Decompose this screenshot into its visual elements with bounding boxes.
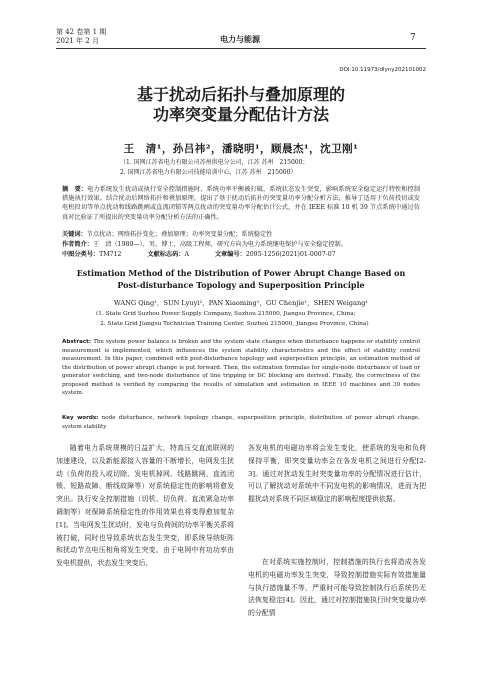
en-abstract-text: The system power balance is broken and the system state changes when disturbance happens or stability control measurement is implemented, which influences the system stability characteristics and the effect of stability control measurement. In this paper, combined with post-disturbance topology and superposition principle, an estimation method of the distribution of power abrupt change is put forward. Then, the estimation formulas for single-node disturbance of load or generator switching, and two-node disturbance of line tripping or DC blocking are derived. Finally, the correctness of the proposed method is verified by comparing the results of simulation and estimation in IEEE 10 machines and 39 nodes system. xyxy=(62,339,420,396)
zh-abstract-label: 摘 要： xyxy=(62,186,88,193)
affiliation-1: （1. 国网江苏省电力有限公司苏州供电分公司，江苏 苏州 215000； xyxy=(120,159,309,166)
doc-code-label: 文献标志码： xyxy=(147,251,185,258)
doc-code-value: A xyxy=(184,251,189,258)
zh-author-intro-text: 王 清（1989—），男，博士，高级工程师，研究方向为电力系统继电保护与安全稳定控制。 xyxy=(92,241,347,248)
doi: DOI:10.11973/dlyny202101002 xyxy=(339,67,426,73)
zh-keywords-label: 关键词： xyxy=(62,231,87,238)
en-author-list: WANG Qing¹，SUN Lyuyi²，PAN Xiaoming¹，GU Chenjie¹，SHEN Weigang¹ xyxy=(113,299,369,307)
title-line-1: 基于扰动后拓扑与叠加原理的 xyxy=(136,85,345,104)
en-keywords-label: Key words: xyxy=(62,415,99,421)
header-rule xyxy=(56,48,426,49)
clc-value: TM712 xyxy=(99,251,122,258)
en-title-line-1: Estimation Method of the Distribution of Power Abrupt Change Based on xyxy=(76,268,406,278)
author-list: 王 清¹，孙吕祎²，潘晓明¹，顾晨杰¹，沈卫刚¹ xyxy=(123,143,359,155)
body-right-column-para-1: 各发电机的电磁功率将会发生变化，使系统的发电和负荷保持平衡，即突变量功率会在各发电机之间进行分配[2-3]。通过对扰动发生时突变量功率的分配情况进行估计，可以了解扰动对系统中不同发电机的影响情况，进而为把握扰动对系统不同区域稳定的影响程度提供依据。 xyxy=(248,444,426,504)
affiliation-2: 2. 国网江苏省电力有限公司技能培训中心，江苏 苏州 215000） xyxy=(120,169,297,176)
en-title-line-2: Post-disturbance Topology and Superposition Principle xyxy=(117,280,365,290)
en-affiliation-1: (1. State Grid Suzhou Power Supply Company, Suzhou 215000, Jiangsu Province, China; xyxy=(96,311,356,317)
en-keywords-text: node disturbance, network topology change, superposition principle, distribution of power abrupt change, system stability xyxy=(62,415,421,430)
en-abstract xyxy=(62,338,420,398)
article-id-label: 文章编号： xyxy=(214,251,246,258)
zh-keywords-text: 节点扰动；网络拓扑变化；叠加原理；功率突变量分配；系统稳定性 xyxy=(86,231,273,238)
volume-text: 第 42 卷第 1 期 xyxy=(56,28,107,36)
zh-classification xyxy=(62,250,420,259)
date-text: 2021 年 2 月 xyxy=(56,37,99,45)
en-keywords xyxy=(62,414,420,431)
en-affiliation-2: 2. State Grid Jiangsu Technician Training Center, Suzhou 215000, Jiangsu Province, China) xyxy=(100,321,369,327)
zh-keywords xyxy=(62,230,420,239)
body-left-column: 随着电力系统规模的日益扩大，特高压交直流联网的加速建设，以及新能源接入容量的不断增长，电网发生扰动（负荷的投入或切除、发电机掉网、线路跳闸、直流闭锁、短路故障、断线故障等）对系统稳定性的影响将愈发突出。执行安全控制措施（切机、切负荷、直流紧急功率调制等）对保障系统稳定性的作用效果也将变得愈加复杂[1]。当电网发生扰动时，发电与负荷间的功率平衡关系将被打破，同时也导致系统状态发生突变，即系统导纳矩阵和扰动节点电压相角将发生突变。由于电网中有功功率由发电机提供，状态发生突变后， xyxy=(56,444,234,568)
body-right-column-para-2: 在对系统实施控制时，控制措施的执行也将造成各发电机的电磁功率发生突变，导致控制措施实际有效措施量与执行措施量不等，严重时可能导致控制执行后系统仍无法恢复稳定[4]。因此，通过对控制措施执行时突变量功率的分配情 xyxy=(248,558,426,618)
title-line-2: 功率突变量分配估计方法 xyxy=(152,105,329,124)
zh-abstract xyxy=(62,185,420,222)
journal-name: 电力与能源 xyxy=(220,35,260,44)
zh-author-intro-label: 作者简介： xyxy=(62,241,93,248)
clc-label: 中图分类号： xyxy=(62,251,100,258)
zh-author-intro xyxy=(62,240,420,249)
page-number: 7 xyxy=(410,33,416,43)
article-id-value: 2095-1256(2021)01-0007-07 xyxy=(245,251,336,258)
zh-abstract-text: 电力系统发生扰动或执行安全控制措施时，系统功率平衡被打破，系统状态发生突变，影响系统安全稳定运行特性和控制措施执行效果。结合扰动后网络拓扑和叠加原理，提出了基于扰动后拓扑的突变量功率分配分析方法，推导了适用于负荷投切或发电机投切等单点扰动和线路跳闸或直流闭锁等两点扰动的突变量功率分配估计公式，并在 IEEE 标准 10 机 39 节点系统中通过仿真对比验证了所提出的突变量功率分配分析方法的正确性。 xyxy=(62,186,421,221)
en-abstract-label: Abstract: xyxy=(62,339,92,345)
